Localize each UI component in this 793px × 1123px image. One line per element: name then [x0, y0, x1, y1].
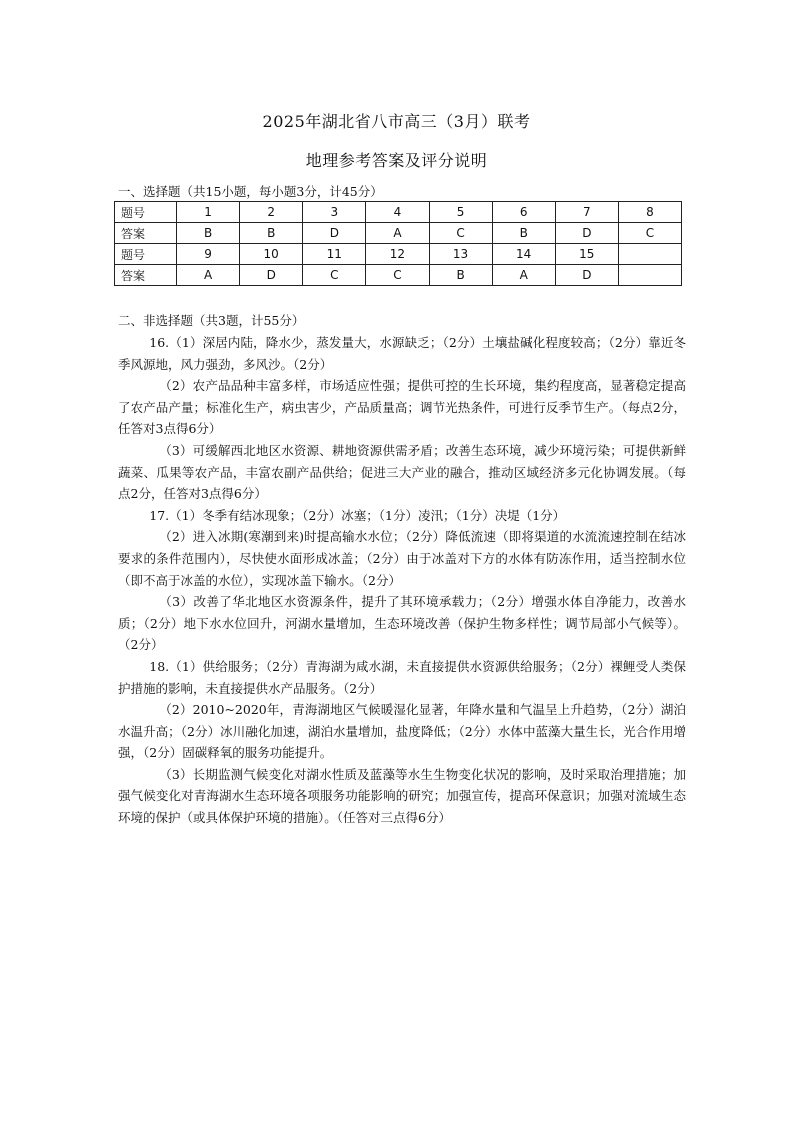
page-subtitle: 地理参考答案及评分说明 — [305, 151, 488, 170]
table-cell: D — [555, 265, 618, 286]
table-cell: 3 — [303, 202, 366, 223]
answer-paragraph: （2）2010~2020年，青海湖地区气候暖湿化显著，年降水量和气温呈上升趋势，（2分）湖泊水温升高；（2分）冰川融化加速，湖泊水量增加，盐度降低；（2分）水体中蓝藻大量生长，光合作用增强，（2分）固碳释氧的服务功能提升。 — [118, 702, 686, 761]
table-cell: 13 — [429, 244, 492, 265]
table-cell: 15 — [555, 244, 618, 265]
section-heading-nonchoice: 二、非选择题（共3题，计55分） — [118, 313, 305, 328]
table-cell: C — [303, 265, 366, 286]
table-row-header: 答案 — [115, 265, 177, 286]
answer-paragraph: （2）农产品品种丰富多样，市场适应性强；提供可控的生长环境，集约程度高，显著稳定提高了农产品产量；标准化生产，病虫害少，产品质量高；调节光热条件，可进行反季节生产。（每点2分，任答对3点得6分） — [118, 378, 686, 437]
answer-table — [114, 201, 682, 286]
table-cell — [618, 265, 681, 286]
table-row-header: 题号 — [115, 202, 177, 223]
table-cell: B — [177, 223, 240, 244]
table-row-header: 答案 — [115, 223, 177, 244]
table-cell: 9 — [177, 244, 240, 265]
answer-paragraph: 16.（1）深居内陆，降水少，蒸发量大，水源缺乏；（2分）土壤盐碱化程度较高；（2分）靠近冬季风源地，风力强劲，多风沙。（2分） — [118, 335, 686, 372]
table-cell: 14 — [492, 244, 555, 265]
table-cell: 6 — [492, 202, 555, 223]
table-cell: 11 — [303, 244, 366, 265]
page-title: 2025年湖北省八市高三（3月）联考 — [262, 112, 531, 131]
table-row — [115, 265, 682, 286]
table-cell: 2 — [240, 202, 303, 223]
table-row — [115, 244, 682, 265]
table-cell: 7 — [555, 202, 618, 223]
table-cell: C — [366, 265, 429, 286]
section-heading-choice: 一、选择题（共15小题，每小题3分，计45分） — [118, 184, 383, 199]
table-row — [115, 202, 682, 223]
answer-paragraph: （3）可缓解西北地区水资源、耕地资源供需矛盾；改善生态环境，减少环境污染；可提供新鲜蔬菜、瓜果等农产品，丰富农副产品供给；促进三大产业的融合，推动区域经济多元化协调发展。（每点2分，任答对3点得6分） — [118, 442, 686, 502]
table-cell: B — [240, 223, 303, 244]
table-cell: A — [492, 265, 555, 286]
table-cell: 12 — [366, 244, 429, 265]
answer-paragraph: （3）改善了华北地区水资源条件，提升了其环境承载力；（2分）增强水体自净能力，改善水质；（2分）地下水水位回升，河湖水量增加，生态环境改善（保护生物多样性；调节局部小气候等）。（2分） — [118, 594, 686, 653]
table-row — [115, 223, 682, 244]
table-cell: B — [492, 223, 555, 244]
table-cell: 5 — [429, 202, 492, 223]
table-row-header: 题号 — [115, 244, 177, 265]
table-cell: C — [429, 223, 492, 244]
table-cell: A — [177, 265, 240, 286]
answer-paragraph: （2）进入冰期(寒潮到来)时提高输水水位；（2分）降低流速（即将渠道的水流流速控制在结冰要求的条件范围内），尽快使水面形成冰盖；（2分）由于冰盖对下方的水体有防冻作用，适当控制水位（即不高于冰盖的水位），实现冰盖下输水。（2分） — [118, 529, 686, 588]
table-cell: D — [555, 223, 618, 244]
answer-body — [118, 332, 686, 829]
answer-paragraph: 17.（1）冬季有结冰现象；（2分）冰塞；（1分）凌汛；（1分）决堤（1分） — [149, 507, 566, 523]
table-cell: 8 — [618, 202, 681, 223]
table-cell: D — [240, 265, 303, 286]
answer-paragraph: （3）长期监测气候变化对湖水性质及蓝藻等水生生物变化状况的影响，及时采取治理措施；加强气候变化对青海湖水生态环境各项服务功能影响的研究；加强宣传，提高环保意识；加强对流域生态环境的保护（或具体保护环境的措施）。（任答对三点得6分） — [118, 766, 686, 826]
table-cell: 10 — [240, 244, 303, 265]
table-cell: C — [618, 223, 681, 244]
table-cell: 1 — [177, 202, 240, 223]
table-cell: A — [366, 223, 429, 244]
table-cell: D — [303, 223, 366, 244]
answer-paragraph: 18.（1）供给服务；（2分）青海湖为咸水湖，未直接提供水资源供给服务；（2分）裸鲤受人类保护措施的影响，未直接提供水产品服务。（2分） — [118, 658, 686, 696]
table-cell: B — [429, 265, 492, 286]
table-cell — [618, 244, 681, 265]
table-cell: 4 — [366, 202, 429, 223]
